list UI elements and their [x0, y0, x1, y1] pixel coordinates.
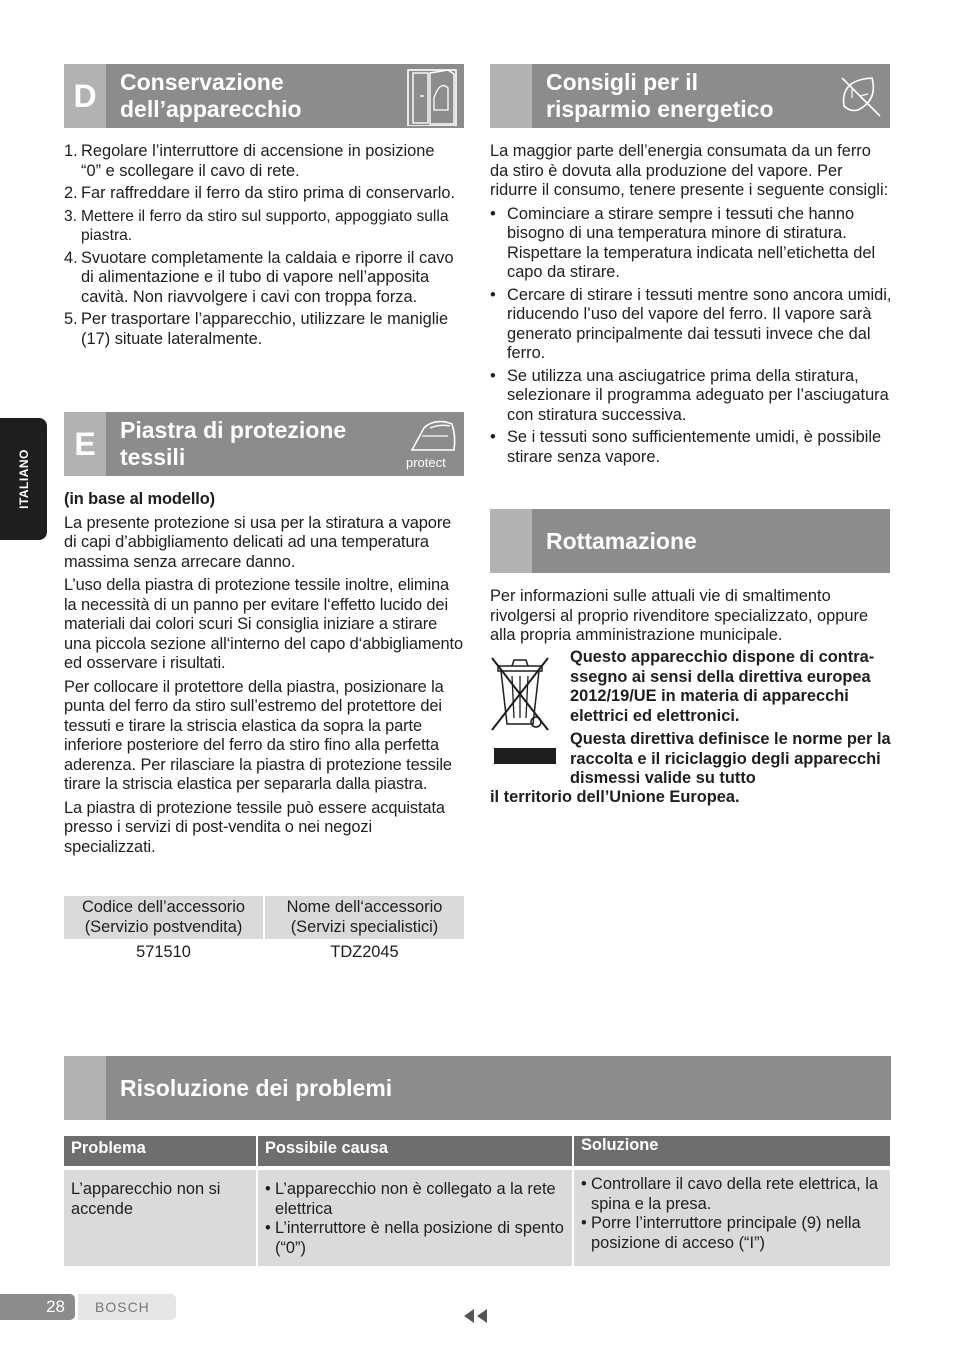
accessory-name: TDZ2045: [330, 943, 399, 961]
disposal-header: [490, 509, 890, 573]
accessory-table: [62, 896, 466, 964]
section-d-steps: [64, 142, 459, 352]
paragraph: La piastra di protezione tessile può essere acquistata presso i servizi di post-vendita o nei negozi specializzati.: [64, 798, 445, 856]
section-e-header: [64, 412, 464, 476]
solution-item: • Controllare il cavo della rete elettrica, la spina e la presa.: [581, 1175, 883, 1214]
energy-body: [490, 142, 892, 470]
directive-text-2: Questa direttiva definisce le norme per la raccolta e il riciclaggio degli apparecchi dismessi valide su tutto: [570, 730, 891, 787]
section-d-letter: D: [64, 64, 106, 128]
disposal-letter-box: [490, 509, 532, 573]
cause-header: Possibile causa: [258, 1136, 572, 1166]
energy-tip: • Se utilizza una asciugatrice prima della stiratura, selezionare il programma adeguato per l’asciugatura con stiratura successiva.: [490, 367, 892, 426]
language-tab: [0, 418, 47, 540]
problem-header: Problema: [64, 1136, 256, 1166]
previous-page-icon[interactable]: [462, 1308, 490, 1324]
leaf-icon: [838, 72, 886, 120]
section-e-body: [64, 490, 464, 861]
energy-tip: • Cominciare a stirare sempre i tessuti che hanno bisogno di una temperatura minore di stiratura. Rispettare la temperatura indicata nell’etichetta del capo da stirare.: [490, 205, 892, 283]
step-item: 4. Svuotare completamente la caldaia e riporre il cavo di alimentazione e il tubo di vapore nell’apposita cavità. Non riavvolgere i cavi con troppa forza.: [64, 248, 454, 306]
paragraph: La presente protezione si usa per la stiratura a vapore di capi d’abbigliamento delicati ad una temperatura massima senza arrecare danno.: [64, 513, 452, 571]
step-item: 1. Regolare l’interruttore di accensione in posizione “0” e scollegare il cavo di rete.: [64, 142, 435, 180]
directive-text-3: il territorio dell’Unione Europea.: [490, 788, 740, 806]
solution-cell: [574, 1170, 890, 1266]
accessory-code-header: Codice dell’accessorio (Servizio postvendita): [64, 896, 263, 939]
step-item: 5. Per trasportare l’apparecchio, utilizzare le maniglie (17) situate lateralmente.: [64, 310, 449, 348]
protect-label: protect: [406, 455, 446, 470]
step-item: 2. Far raffreddare il ferro da stiro prima di conservarlo.: [64, 184, 456, 202]
section-d-header: [64, 64, 464, 128]
directive-text-1: Questo apparecchio dispone di contra-ssegno ai sensi della direttiva europea 2012/19/UE in materia di apparecchi elettrici ed elettronici.: [570, 648, 875, 725]
model-note: (in base al modello): [64, 490, 216, 508]
storage-icon: [404, 68, 462, 126]
energy-title: Consigli per il risparmio energetico: [546, 69, 774, 122]
troubleshoot-header: [64, 1056, 891, 1120]
disposal-notice: [570, 648, 892, 789]
step-item: 3. Mettere il ferro da stiro sul supporto, appoggiato sulla piastra.: [64, 207, 449, 244]
cause-cell: [258, 1170, 572, 1266]
energy-tip: • Cercare di stirare i tessuti mentre sono ancora umidi, riducendo l’uso del vapore del ferro. Il vapore sarà generato principalmente dai tessuti invece che dal ferro.: [490, 286, 892, 364]
disposal-title: Rottamazione: [546, 527, 697, 554]
energy-header: [490, 64, 890, 128]
section-e-title: Piastra di protezione tessili: [120, 417, 347, 470]
section-e-letter: E: [64, 412, 106, 476]
accessory-code: 571510: [136, 943, 191, 961]
energy-letter-box: [490, 64, 532, 128]
problem-cell: L’apparecchio non si accende: [64, 1170, 256, 1266]
paragraph: Per collocare il protettore della piastra, posizionare la punta del ferro da stiro sull’estremo del protettore dei tessuti e tirare la striscia elastica da sopra la parte inferiore posteriore del ferro da stiro fino alla perfetta aderenza. Per rilasciare la piastra di protezione tessile tirare la striscia elastica per separarla dalla piastra.: [64, 677, 452, 793]
energy-tip: • Se i tessuti sono sufficientemente umidi, è possibile stirare senza vapore.: [490, 428, 892, 467]
disposal-intro: Per informazioni sulle attuali vie di smaltimento rivolgersi al proprio rivenditore specializzato, oppure alla propria amministrazione municipale.: [490, 587, 869, 644]
solution-item: • Porre l’interruttore principale (9) nella posizione di acceso (“I”): [581, 1214, 883, 1253]
brand-label: BOSCH: [78, 1294, 176, 1320]
iron-protect-icon: [406, 416, 460, 456]
troubleshoot-table: [64, 1136, 890, 1266]
solution-header: Soluzione: [574, 1136, 890, 1166]
troubleshoot-title: Risoluzione dei problemi: [120, 1074, 393, 1101]
paragraph: L’uso della piastra di protezione tessile inoltre, elimina la necessità di un panno per evitare l‘effetto lucido dei materiali dai colori scuri Si consiglia iniziare a stirare una piccola sezione all‘interno del capo d‘abbigliamento ed osservare i risultati.: [64, 576, 463, 672]
cause-item: • L’apparecchio non è collegato a la rete elettrica: [265, 1180, 565, 1219]
section-d-title: Conservazione dell’apparecchio: [120, 69, 302, 122]
page-number: 28: [0, 1294, 75, 1320]
accessory-name-header: Nome dell‘accessorio (Servizi specialistici): [265, 896, 464, 939]
troubleshoot-table-header: [64, 1136, 890, 1166]
cause-item: • L’interruttore è nella posizione di spento (“0”): [265, 1219, 565, 1258]
troubleshoot-letter-box: [64, 1056, 106, 1120]
weee-bin-icon: [490, 654, 556, 766]
language-label: ITALIANO: [16, 449, 31, 509]
table-row: [64, 1170, 890, 1266]
energy-intro: La maggior parte dell’energia consumata da un ferro da stiro è dovuta alla produzione del vapore. Per ridurre il consumo, tenere presente i seguente consigli:: [490, 142, 889, 199]
